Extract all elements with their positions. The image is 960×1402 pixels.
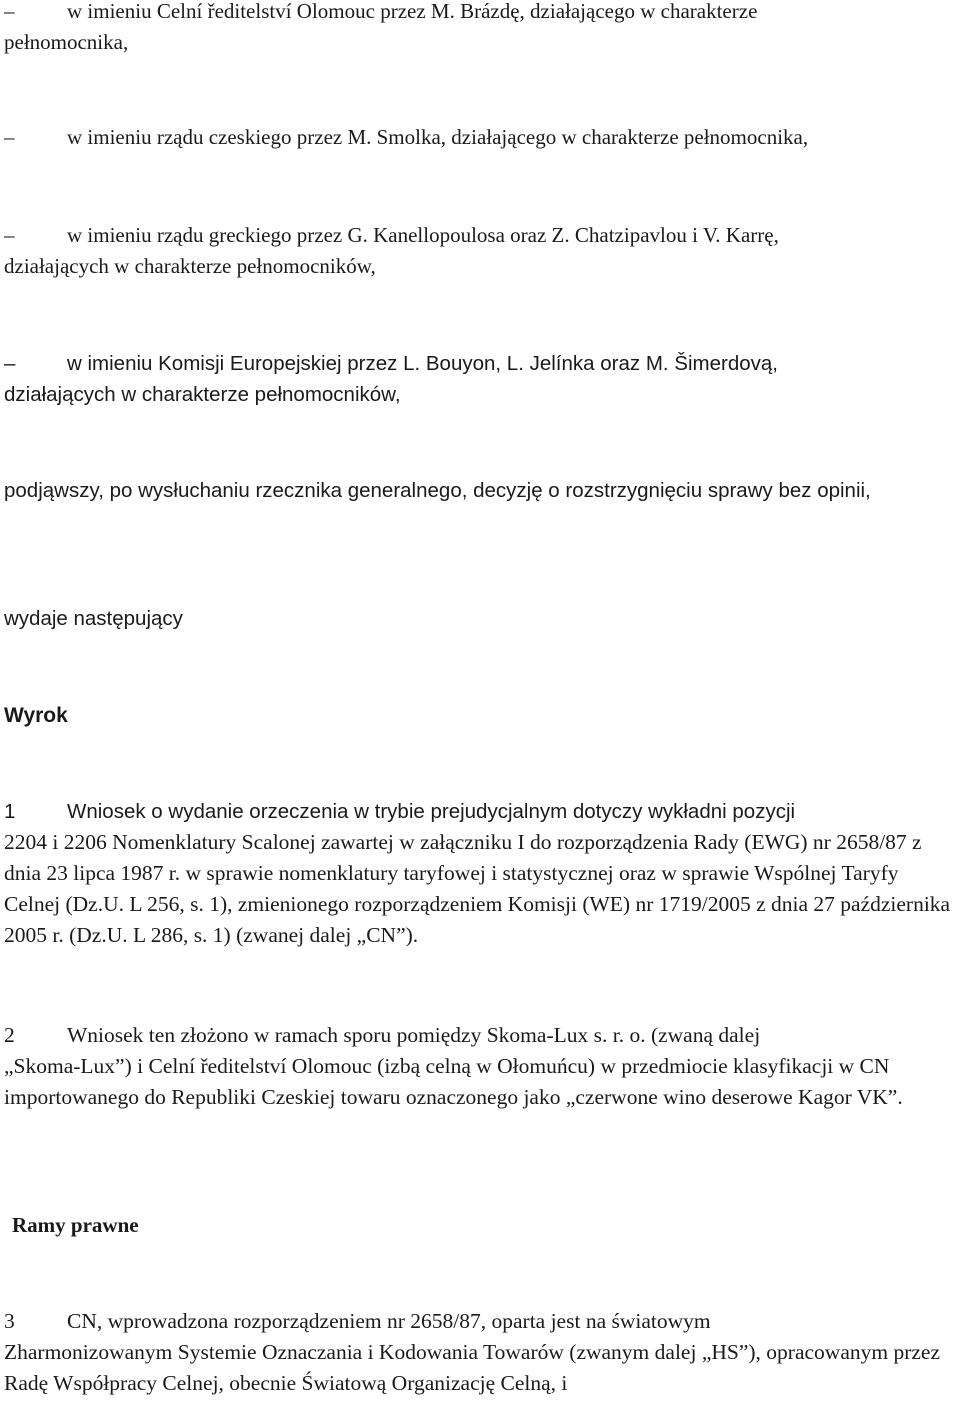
paragraph-number: 2 xyxy=(4,1023,15,1047)
list-dash: – xyxy=(4,223,15,247)
paragraph-first-line: Wniosek o wydanie orzeczenia w trybie prejudycjalnym dotyczy wykładni pozycji xyxy=(67,800,796,823)
party-text-rest: pełnomocnika, xyxy=(4,30,129,54)
party-item xyxy=(4,0,952,58)
party-text-line: w imieniu Komisji Europejskiej przez L. Bouyon, L. Jelínka oraz M. Šimerdovą, xyxy=(67,352,778,375)
numbered-paragraph xyxy=(4,796,952,951)
party-item xyxy=(4,122,952,153)
decision-text: podjąwszy, po wysłuchaniu rzecznika generalnego, decyzję o rozstrzygnięciu sprawy bez opinii, xyxy=(4,479,871,502)
paragraph-number: 3 xyxy=(4,1309,15,1333)
paragraph-number: 1 xyxy=(4,800,16,823)
list-dash: – xyxy=(4,0,15,23)
numbered-paragraph xyxy=(4,1306,952,1399)
paragraph-rest: „Skoma-Lux”) i Celní ředitelství Olomouc (izbą celną w Ołomuńcu) w przedmiocie klasyfikacji w CN importowanego do Republiki Czeskiej towaru oznaczonego jako „czerwone wino deserowe Kagor VK”. xyxy=(4,1054,903,1109)
judgment-heading: Wyrok xyxy=(4,704,68,727)
paragraph-first-line: Wniosek ten złożono w ramach sporu pomiędzy Skoma-Lux s. r. o. (zwaną dalej xyxy=(67,1023,761,1047)
paragraph-first-line: CN, wprowadzona rozporządzeniem nr 2658/87, oparta jest na światowym xyxy=(67,1309,711,1333)
party-item xyxy=(4,348,952,410)
party-text-rest: działających w charakterze pełnomocników, xyxy=(4,254,376,278)
party-text-line: w imieniu rządu czeskiego przez M. Smolka, działającego w charakterze pełnomocnika, xyxy=(67,125,809,149)
list-dash: – xyxy=(4,125,15,149)
list-dash: – xyxy=(4,352,16,375)
issues-text: wydaje następujący xyxy=(4,607,183,630)
paragraph-rest: Zharmonizowanym Systemie Oznaczania i Kodowania Towarów (zwanym dalej „HS”), opracowanym przez Radę Współpracy Celnej, obecnie Światową Organizację Celną, i xyxy=(4,1340,940,1395)
numbered-paragraph xyxy=(4,1020,952,1113)
paragraph-rest: 2204 i 2206 Nomenklatury Scalonej zawartej w załączniku I do rozporządzenia Rady (EWG) nr 2658/87 z dnia 23 lipca 1987 r. w sprawie nomenklatury taryfowej i statystycznej oraz w sprawie Wspólnej Taryfy Celnej (Dz.U. L 256, s. 1), zmienionego rozporządzeniem Komisji (WE) nr 1719/2005 z dnia 27 października 2005 r. (Dz.U. L 286, s. 1) (zwanej dalej „CN”). xyxy=(4,830,951,947)
legal-framework-heading: Ramy prawne xyxy=(12,1213,139,1237)
party-text-line: w imieniu rządu greckiego przez G. Kanellopoulosa oraz Z. Chatzipavlou i V. Karrę, xyxy=(67,223,779,247)
party-text-rest: działających w charakterze pełnomocników, xyxy=(4,383,401,406)
party-item xyxy=(4,220,952,282)
party-text-line: w imieniu Celní ředitelství Olomouc przez M. Brázdę, działającego w charakterze xyxy=(67,0,758,23)
